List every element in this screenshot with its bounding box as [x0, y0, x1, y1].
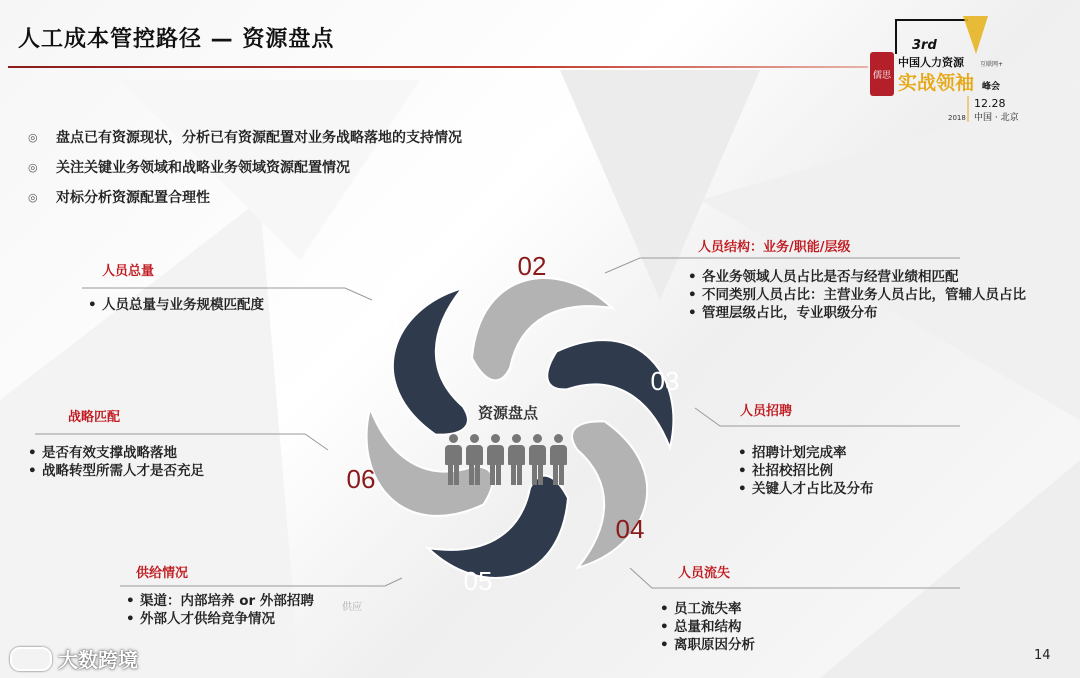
logo-name: 实战领袖 — [898, 72, 975, 94]
segment-point: • 离职原因分析 — [658, 636, 755, 654]
segment-03-title: 人员招聘 — [740, 404, 793, 419]
watermark — [10, 644, 138, 673]
person-icon — [507, 434, 526, 486]
segment-03-points — [736, 444, 874, 498]
segment-point: • 管理层级占比，专业职级分布 — [686, 304, 1046, 322]
intro-bullet: ◎ 盘点已有资源现状，分析已有资源配置对业务战略落地的支持情况 — [28, 128, 462, 158]
logo-suffix: 峰会 — [982, 82, 1001, 92]
segment-04-title: 人员流失 — [678, 566, 731, 581]
segment-point: • 招聘计划完成率 — [736, 444, 874, 462]
person-icon — [486, 434, 505, 486]
segment-point: • 各业务领域人员占比是否与经营业绩相匹配 — [686, 268, 1046, 286]
segment-06-title: 战略匹配 — [68, 410, 121, 425]
person-icon — [465, 434, 484, 486]
logo-seal: 儒思 — [872, 71, 892, 81]
page-title: 人工成本管控路径 — 资源盘点 — [18, 27, 335, 52]
segment-point: • 是否有效支撑战略落地 — [26, 444, 204, 462]
segment-point: • 战略转型所需人才是否充足 — [26, 462, 204, 480]
person-icon — [444, 434, 463, 486]
segment-number-03: 03 — [650, 365, 680, 396]
segment-point: • 社招校招比例 — [736, 462, 874, 480]
page-number: 14 — [1034, 648, 1051, 663]
segment-number-06: 06 — [346, 463, 376, 494]
segment-point: • 员工流失率 — [658, 600, 755, 618]
segment-point: • 总量和结构 — [658, 618, 755, 636]
logo-tag: 互联网+ — [980, 61, 1004, 68]
watermark-logo-icon — [10, 647, 52, 671]
faint-watermark-text: 供应 — [342, 602, 362, 613]
person-icon — [528, 434, 547, 486]
segment-01-points — [86, 296, 264, 314]
segment-point: • 外部人才供给竞争情况 — [124, 610, 314, 628]
leader-line-03 — [695, 408, 960, 426]
intro-bullet: ◎ 对标分析资源配置合理性 — [28, 188, 462, 218]
logo-edition: 3rd — [912, 38, 937, 53]
segment-point: • 渠道：内部培养 or 外部招聘 — [124, 592, 314, 610]
intro-bullet: ◎ 关注关键业务领域和战略业务领域资源配置情况 — [28, 158, 462, 188]
segment-02-title: 人员结构：业务/职能/层级 — [698, 240, 851, 255]
segment-01-title: 人员总量 — [102, 264, 155, 279]
segment-05-points — [124, 592, 314, 628]
logo-year: 2018 — [948, 114, 966, 122]
segment-04-points — [658, 600, 755, 654]
segment-point: • 关键人才占比及分布 — [736, 480, 874, 498]
people-group-icon — [444, 434, 568, 486]
segment-point: • 不同类别人员占比：主营业务人员占比，管辅人员占比 — [686, 286, 1046, 304]
segment-06-points — [26, 444, 204, 480]
segment-number-05: 05 — [463, 565, 493, 596]
segment-05-title: 供给情况 — [136, 566, 189, 581]
logo-city: 中国 · 北京 — [974, 113, 1019, 123]
segment-number-04: 04 — [615, 513, 645, 544]
center-label: 资源盘点 — [478, 404, 539, 422]
watermark-text: 大数跨境 — [58, 648, 138, 672]
segment-number-02: 02 — [517, 250, 547, 281]
logo-org: 中国人力资源 — [898, 56, 964, 69]
person-icon — [549, 434, 568, 486]
segment-02-points — [686, 268, 1046, 322]
logo-date: 12.28 — [974, 97, 1006, 110]
segment-point: • 人员总量与业务规模匹配度 — [86, 296, 264, 314]
segment-number-01: 01 — [373, 306, 403, 337]
